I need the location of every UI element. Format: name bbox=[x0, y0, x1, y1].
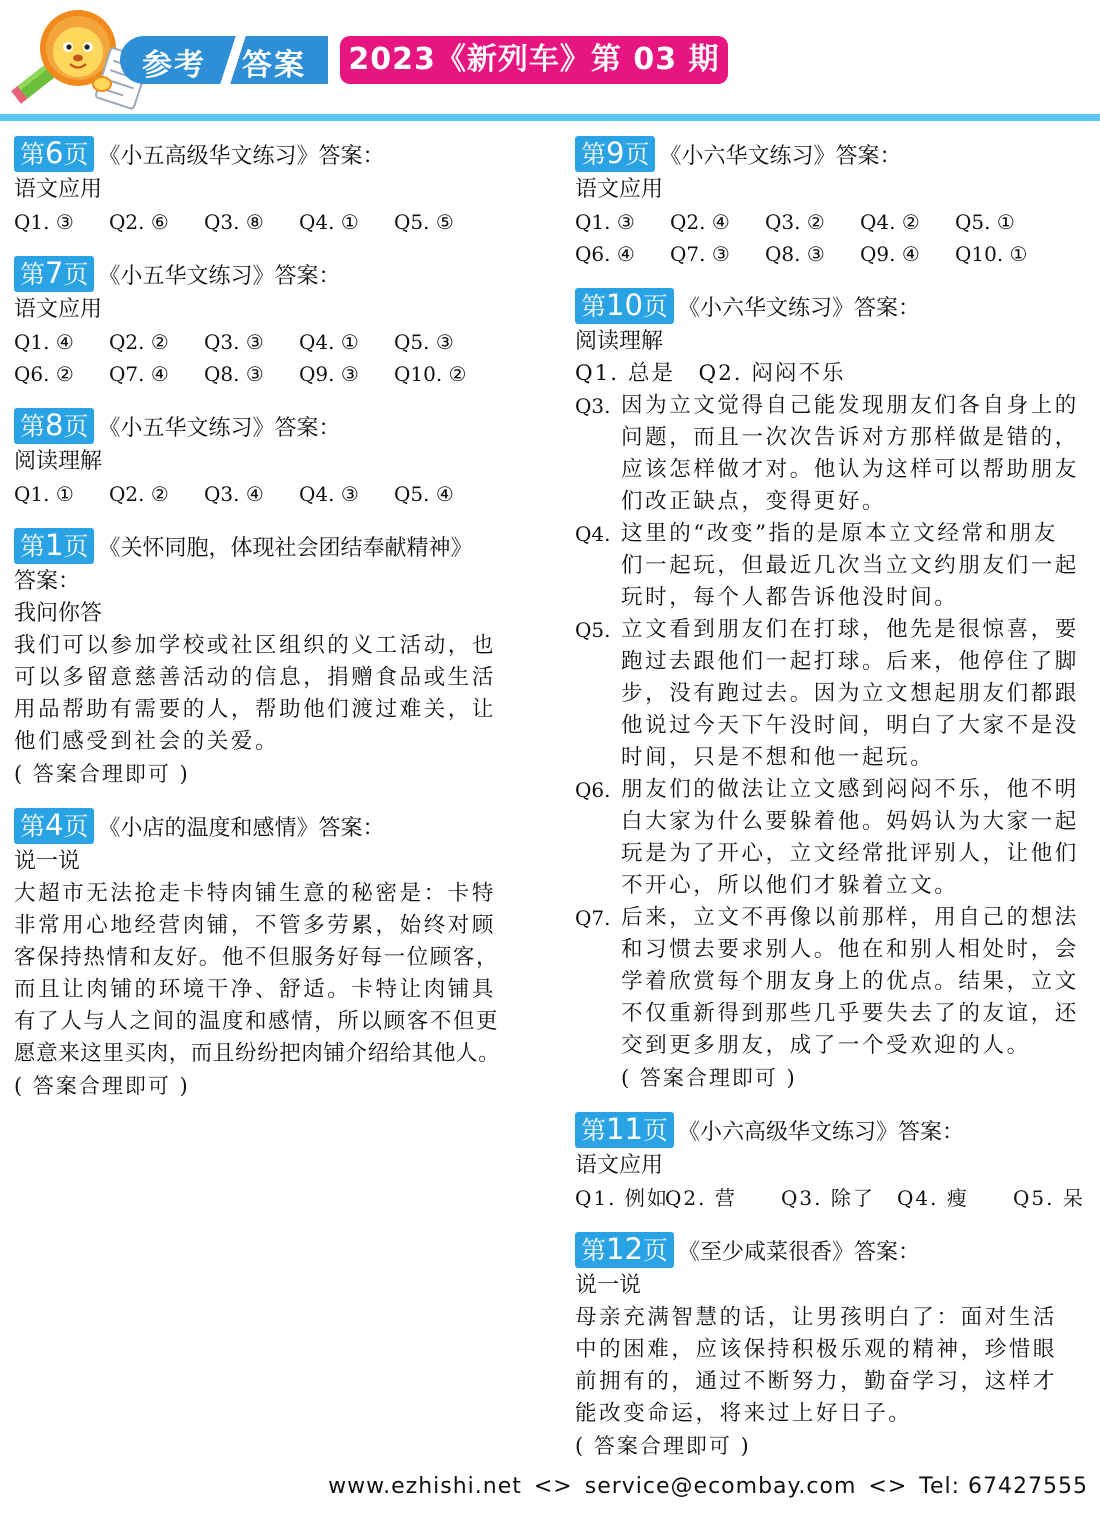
answer-row bbox=[14, 358, 534, 390]
answer-item: Q9. ③ bbox=[299, 362, 359, 386]
badge-suffix: 页 bbox=[63, 532, 89, 561]
section-page-11 bbox=[575, 1110, 1095, 1214]
answer-line: 们改正缺点，变得更好。 bbox=[621, 489, 887, 514]
page-badge bbox=[575, 288, 674, 324]
section-subtitle: 语文应用 bbox=[575, 177, 664, 202]
header-divider bbox=[0, 114, 1100, 121]
page-badge bbox=[14, 808, 94, 844]
answer-item: Q8. ③ bbox=[204, 362, 264, 386]
answer-line: 因为立文觉得自己能发现朋友们各自身上的 bbox=[621, 393, 1079, 418]
paragraph-line: 前拥有的，通过不断努力，勤奋学习，这样才 bbox=[575, 1369, 1058, 1394]
answer-line: 交到更多朋友，成了一个受欢迎的人。 bbox=[621, 1033, 1031, 1058]
section-header bbox=[14, 254, 534, 294]
section-title: 《小五华文练习》答案： bbox=[98, 263, 341, 289]
header bbox=[0, 0, 1100, 124]
page-badge bbox=[14, 136, 94, 172]
section-page-1 bbox=[14, 526, 534, 790]
answer-line: 跑过去跟他们一起打球。后来，他停住了脚 bbox=[621, 649, 1079, 674]
badge-prefix: 第 bbox=[20, 532, 46, 561]
answer-paragraph bbox=[14, 878, 534, 1070]
section-page-7 bbox=[14, 254, 534, 390]
badge-suffix: 页 bbox=[63, 812, 89, 841]
answer-item: Q3. ⑧ bbox=[204, 210, 264, 234]
footer-separator: <> bbox=[533, 1474, 573, 1499]
answer-line: 他说过今天下午没时间，明白了大家不是没 bbox=[621, 713, 1079, 738]
section-title: 《小店的温度和感情》答案： bbox=[98, 815, 385, 841]
paragraph-line: 能改变命运，将来过上好日子。 bbox=[575, 1401, 913, 1426]
section-subtitle: 我问你答 bbox=[14, 601, 103, 626]
section-header bbox=[575, 134, 1095, 174]
answer-item: Q7. ③ bbox=[670, 242, 730, 266]
answer-item: Q1. ③ bbox=[14, 210, 74, 234]
badge-number: 4 bbox=[45, 808, 64, 842]
badge-prefix: 第 bbox=[581, 140, 607, 169]
paragraph-line: 中的困难，应该保持积极乐观的精神，珍惜眼 bbox=[575, 1337, 1058, 1362]
answer-row bbox=[14, 326, 534, 358]
badge-suffix: 页 bbox=[63, 260, 89, 289]
badge-number: 9 bbox=[606, 136, 625, 170]
question-number: Q6. bbox=[575, 778, 611, 802]
badge-number: 11 bbox=[606, 1112, 643, 1146]
badge-prefix: 第 bbox=[20, 812, 46, 841]
answer-item: Q6. ② bbox=[14, 362, 74, 386]
answer-row bbox=[575, 206, 1095, 238]
badge-number: 1 bbox=[45, 528, 64, 562]
answer-item: Q5. ③ bbox=[394, 330, 454, 354]
paragraph-line: 愿意来这里买肉，而且纷纷把肉铺介绍给其他人。 bbox=[14, 1041, 501, 1066]
section-page-12 bbox=[575, 1230, 1095, 1462]
answer-row bbox=[14, 478, 534, 510]
section-header bbox=[14, 134, 534, 174]
answer-item: Q4. 瘦 bbox=[897, 1186, 969, 1210]
section-subtitle: 语文应用 bbox=[575, 1153, 664, 1178]
question-text bbox=[621, 518, 1095, 614]
section-title: 《关怀同胞，体现社会团结奉献精神》 bbox=[98, 535, 473, 561]
website-link[interactable]: www.ezhishi.net bbox=[328, 1474, 522, 1499]
answer-line: 们一起玩，但最近几次当立文约朋友们一起 bbox=[621, 553, 1079, 578]
badge-prefix: 第 bbox=[20, 140, 46, 169]
answer-item: Q7. ④ bbox=[109, 362, 169, 386]
section-title: 《小六华文练习》答案： bbox=[659, 143, 902, 169]
section-subtitle: 说一说 bbox=[14, 849, 81, 874]
answer-item: Q3. ③ bbox=[204, 330, 264, 354]
answer-item: Q4. ② bbox=[860, 210, 920, 234]
answer-q1-q2: Q1. 总是 Q2. 闷闷不乐 bbox=[575, 361, 846, 386]
section-page-9 bbox=[575, 134, 1095, 270]
section-header bbox=[575, 1230, 1095, 1270]
badge-prefix: 第 bbox=[20, 412, 46, 441]
section-title: 《小五高级华文练习》答案： bbox=[98, 143, 385, 169]
answer-line: 朋友们的做法让立文感到闷闷不乐，他不明 bbox=[621, 777, 1079, 802]
paragraph-line: 有了人与人之间的温度和感情，所以顾客不但更 bbox=[14, 1009, 500, 1034]
section-subtitle: 阅读理解 bbox=[14, 449, 103, 474]
page-badge bbox=[575, 1232, 674, 1268]
answer-line: 和习惯去要求别人。他在和别人相处时，会 bbox=[621, 937, 1079, 962]
question-text bbox=[621, 390, 1095, 518]
answer-item: Q1. 例如 bbox=[575, 1186, 669, 1210]
section-title: 《小五华文练习》答案： bbox=[98, 415, 341, 441]
answer-paragraph bbox=[575, 1302, 1095, 1430]
badge-number: 12 bbox=[606, 1232, 643, 1266]
answer-paragraph bbox=[14, 630, 534, 758]
page-badge bbox=[14, 528, 94, 564]
section-title: 《至少咸菜很香》答案： bbox=[677, 1239, 920, 1265]
question-answer bbox=[575, 390, 1095, 518]
paragraph-line: 可以多留意慈善活动的信息，捐赠食品或生活 bbox=[14, 665, 497, 690]
badge-number: 6 bbox=[45, 136, 64, 170]
section-header bbox=[575, 1110, 1095, 1150]
badge-prefix: 第 bbox=[581, 292, 607, 321]
answer-item: Q5. ④ bbox=[394, 482, 454, 506]
answer-item: Q5. 呆 bbox=[1013, 1186, 1085, 1210]
answer-item: Q2. ② bbox=[109, 330, 169, 354]
paragraph-line: 客保持热情和友好。他不但服务好每一位顾客， bbox=[14, 945, 500, 970]
issue-title: 2023《新列车》第 03 期 bbox=[340, 36, 728, 84]
answer-item: Q3. 除了 bbox=[781, 1186, 875, 1210]
answer-item: Q3. ② bbox=[765, 210, 825, 234]
phone-number: Tel: 67427555 bbox=[919, 1474, 1088, 1499]
section-title-continued: 答案： bbox=[14, 569, 81, 594]
badge-suffix: 页 bbox=[624, 140, 650, 169]
answer-item: Q6. ④ bbox=[575, 242, 635, 266]
question-text bbox=[621, 902, 1095, 1062]
badge-number: 10 bbox=[606, 288, 643, 322]
footer-separator: <> bbox=[868, 1474, 908, 1499]
answer-item: Q8. ③ bbox=[765, 242, 825, 266]
answer-item: Q4. ① bbox=[299, 330, 359, 354]
question-answer bbox=[575, 774, 1095, 902]
answer-note: ( 答案合理即可 ) bbox=[621, 1066, 797, 1090]
answer-item: Q5. ⑤ bbox=[394, 210, 454, 234]
answer-item: Q10. ② bbox=[394, 362, 467, 386]
question-answer bbox=[575, 614, 1095, 774]
answer-row bbox=[575, 238, 1095, 270]
answer-row bbox=[575, 1182, 1095, 1214]
tag-right-text: 答案 bbox=[242, 48, 306, 83]
question-number: Q4. bbox=[575, 522, 611, 546]
section-subtitle: 语文应用 bbox=[14, 297, 103, 322]
answer-item: Q4. ① bbox=[299, 210, 359, 234]
section-title: 《小六华文练习》答案： bbox=[677, 295, 920, 321]
answer-line: 立文看到朋友们在打球，他先是很惊喜，要 bbox=[621, 617, 1079, 642]
footer-contact bbox=[328, 1474, 1088, 1499]
section-page-6 bbox=[14, 134, 534, 238]
answer-item: Q2. 营 bbox=[665, 1186, 737, 1210]
question-text bbox=[621, 614, 1095, 774]
section-page-10 bbox=[575, 286, 1095, 1094]
answer-line: 玩时，每个人都告诉他没时间。 bbox=[621, 585, 959, 610]
paragraph-line: 大超市无法抢走卡特肉铺生意的秘密是：卡特 bbox=[14, 881, 497, 906]
answer-item: Q10. ① bbox=[955, 242, 1028, 266]
badge-suffix: 页 bbox=[642, 1236, 668, 1265]
email-link[interactable]: service@ecombay.com bbox=[584, 1474, 857, 1499]
question-number: Q7. bbox=[575, 906, 611, 930]
badge-prefix: 第 bbox=[581, 1116, 607, 1145]
answer-item: Q9. ④ bbox=[860, 242, 920, 266]
answer-tag bbox=[120, 36, 328, 84]
paragraph-line: 母亲充满智慧的话，让男孩明白了：面对生活 bbox=[575, 1305, 1058, 1330]
answer-item: Q4. ③ bbox=[299, 482, 359, 506]
answer-line: 问题，而且一次次告诉对方那样做是错的， bbox=[621, 425, 1079, 450]
badge-prefix: 第 bbox=[581, 1236, 607, 1265]
section-subtitle: 语文应用 bbox=[14, 177, 103, 202]
answer-row bbox=[14, 206, 534, 238]
answer-line: 白大家为什么要躲着他。妈妈认为大家一起 bbox=[621, 809, 1079, 834]
badge-number: 7 bbox=[45, 256, 64, 290]
paragraph-line: 非常用心地经营肉铺，不管多劳累，始终对顾 bbox=[14, 913, 497, 938]
answer-item: Q3. ④ bbox=[204, 482, 264, 506]
answer-line: 步，没有跑过去。因为立文想起朋友们都跟 bbox=[621, 681, 1079, 706]
answer-line: 应该怎样做才对。他认为这样可以帮助朋友 bbox=[621, 457, 1079, 482]
answer-item: Q1. ③ bbox=[575, 210, 635, 234]
section-header bbox=[14, 406, 534, 446]
tag-left-text: 参考 bbox=[142, 48, 206, 83]
answer-note: ( 答案合理即可 ) bbox=[14, 1074, 190, 1098]
page-badge bbox=[14, 408, 94, 444]
page-badge bbox=[575, 136, 655, 172]
section-title: 《小六高级华文练习》答案： bbox=[677, 1119, 964, 1145]
answer-line: 玩是为了开心，立文经常批评别人，让他们 bbox=[621, 841, 1079, 866]
badge-suffix: 页 bbox=[63, 140, 89, 169]
section-header bbox=[14, 806, 534, 846]
section-page-4 bbox=[14, 806, 534, 1102]
section-subtitle: 阅读理解 bbox=[575, 329, 664, 354]
answer-item: Q5. ① bbox=[955, 210, 1015, 234]
page-badge bbox=[575, 1112, 674, 1148]
answer-item: Q2. ④ bbox=[670, 210, 730, 234]
answer-item: Q2. ② bbox=[109, 482, 169, 506]
question-answer bbox=[575, 902, 1095, 1062]
right-column bbox=[575, 134, 1095, 1478]
answer-note: ( 答案合理即可 ) bbox=[575, 1434, 751, 1458]
section-header bbox=[575, 286, 1095, 326]
answer-line: 时间，只是不想和他一起玩。 bbox=[621, 745, 935, 770]
section-subtitle: 说一说 bbox=[575, 1273, 642, 1298]
section-page-8 bbox=[14, 406, 534, 510]
section-header bbox=[14, 526, 534, 566]
badge-prefix: 第 bbox=[20, 260, 46, 289]
answer-line: 不开心，所以他们才躲着立文。 bbox=[621, 873, 959, 898]
answer-item: Q1. ① bbox=[14, 482, 74, 506]
answer-line: 学着欣赏每个朋友身上的优点。结果，立文 bbox=[621, 969, 1079, 994]
badge-suffix: 页 bbox=[63, 412, 89, 441]
question-number: Q3. bbox=[575, 394, 611, 418]
badge-number: 8 bbox=[45, 408, 64, 442]
paragraph-line: 我们可以参加学校或社区组织的义工活动，也 bbox=[14, 633, 497, 658]
question-number: Q5. bbox=[575, 618, 611, 642]
answer-note: ( 答案合理即可 ) bbox=[14, 762, 190, 786]
answer-line: 不仅重新得到那些几乎要失去了的友谊，还 bbox=[621, 1001, 1079, 1026]
left-column bbox=[14, 134, 534, 1118]
question-text bbox=[621, 774, 1095, 902]
page-badge bbox=[14, 256, 94, 292]
badge-suffix: 页 bbox=[642, 292, 668, 321]
paragraph-line: 而且让肉铺的环境干净、舒适。卡特让肉铺具 bbox=[14, 977, 497, 1002]
question-answer bbox=[575, 518, 1095, 614]
answer-line: 这里的“改变”指的是原本立文经常和朋友 bbox=[621, 521, 1058, 546]
paragraph-line: 用品帮助有需要的人，帮助他们渡过难关，让 bbox=[14, 697, 497, 722]
answer-item: Q1. ④ bbox=[14, 330, 74, 354]
answer-item: Q2. ⑥ bbox=[109, 210, 169, 234]
badge-suffix: 页 bbox=[642, 1116, 668, 1145]
answer-line: 后来，立文不再像以前那样，用自己的想法 bbox=[621, 905, 1079, 930]
paragraph-line: 他们感受到社会的关爱。 bbox=[14, 729, 280, 754]
